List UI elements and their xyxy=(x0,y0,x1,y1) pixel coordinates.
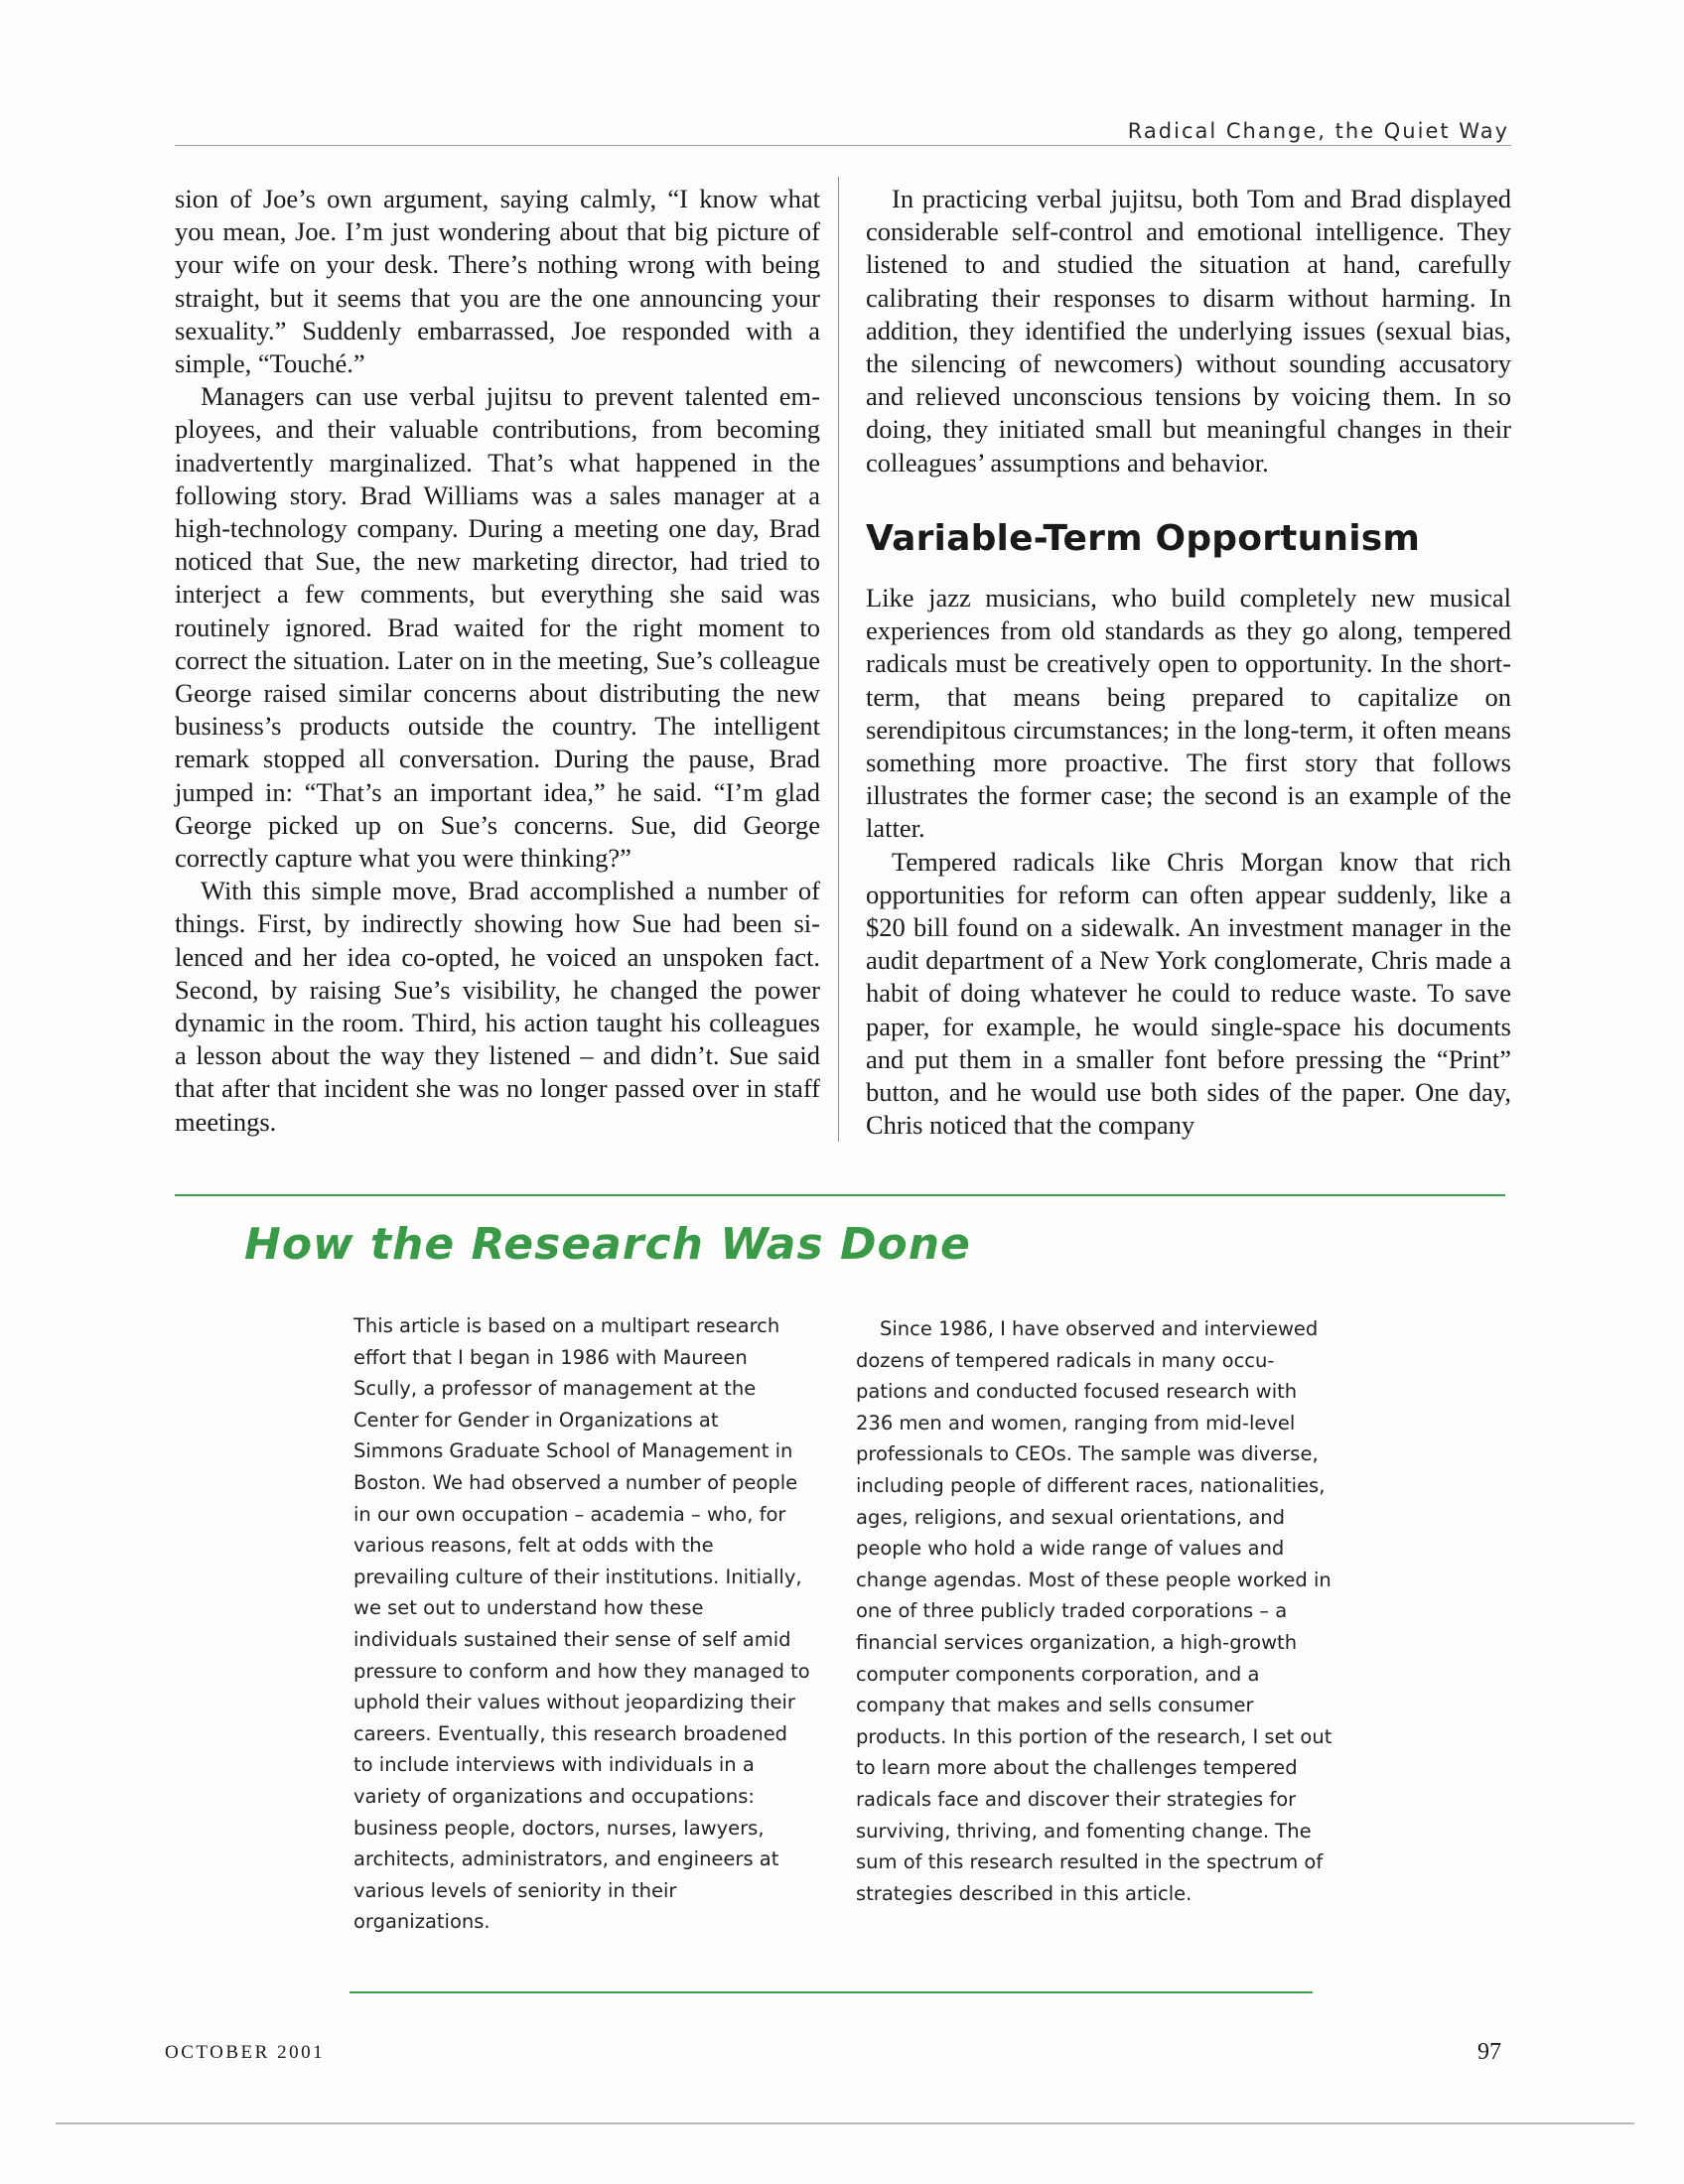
right-column-intro xyxy=(866,183,1511,479)
paragraph: Managers can use verbal jujitsu to prevent talented employees, and their valuable contributions, from becoming inadvertently marginalized. That’s what happened in the following story. Brad Williams was a sales manager at a high-technology company. During a meeting one day, Brad noticed that Sue, the new marketing director, had tried to interject a few comments, but everything she said was routinely ignored. Brad waited for the right moment to correct the situation. Later on in the meeting, Sue’s colleague George raised similar concerns about distributing the new business’s products outside the country. The intelligent remark stopped all conversation. During the pause, Brad jumped in: “That’s an important idea,” he said. “I’m glad George picked up on Sue’s concerns. Sue, did George correctly capture what you were thinking?” xyxy=(175,381,820,874)
sidebar-bottom-rule xyxy=(350,1991,1313,1993)
sidebar-right-column xyxy=(856,1313,1333,1909)
sidebar-title: How the Research Was Done xyxy=(244,1219,971,1270)
sidebar-top-rule xyxy=(175,1194,1505,1196)
left-column xyxy=(175,183,820,1139)
paragraph: Tempered radicals like Chris Morgan know that rich opportunities for reform can often appear suddenly, like a $20 bill found on a sidewalk. An investment manager in the audit department of a New York conglomerate, Chris made a habit of doing whatever he could to reduce waste. To save paper, for example, he would single-space his documents and put them in a smaller font before pressing the “Print” button, and he would use both sides of the paper. One day, Chris noticed that the company xyxy=(866,846,1511,1141)
footer-issue-date: OCTOBER 2001 xyxy=(165,2042,326,2063)
column-divider xyxy=(838,177,839,1142)
sidebar-left-column xyxy=(353,1310,810,1938)
section-heading: Variable-Term Opportunism xyxy=(866,518,1421,559)
sidebar-paragraph: This article is based on a multipart research effort that I began in 1986 with Maureen Scully, a professor of management at the Center for Gender in Organizations at Simmons Graduate School of Management in Boston. We had observed a number of people in our own occupation – academia – who, for various reasons, felt at odds with the prevailing culture of their institutions. Initially, we set out to understand how these individuals sustained their sense of self amid pressure to conform and how they managed to uphold their values without jeopardizing their careers. Eventually, this research broadened to include interviews with individuals in a variety of organizations and occupations: business people, doctors, nurses, lawyers, architects, administrators, and engineers at various levels of seniority in their organizations. xyxy=(353,1314,810,1934)
right-column-section xyxy=(866,582,1511,1142)
paragraph: In practicing verbal jujitsu, both Tom and Brad displayed considerable self-control and emotional intelligence. They listened to and studied the situation at hand, carefully calibrating their responses to disarm without harming. In addition, they identified the underlying issues (sexual bias, the silencing of newcomers) without sounding accusatory and relieved unconscious tensions by voicing them. In so doing, they initiated small but meaningful changes in their colleagues’ assumptions and behavior. xyxy=(866,184,1511,478)
scan-edge-line xyxy=(56,2122,1634,2124)
running-head: Radical Change, the Quiet Way xyxy=(1127,119,1509,143)
paragraph: sion of Joe’s own argument, saying calmly, “I know what you mean, Joe. I’m just wondering about that big picture of your wife on your desk. There’s nothing wrong with being straight, but it seems that you are the one announcing your sexuality.” Suddenly embarrassed, Joe responded with a simple, “Touché.” xyxy=(175,184,820,379)
header-rule xyxy=(175,145,1511,146)
page-number: 97 xyxy=(1477,2039,1501,2065)
sidebar-paragraph: Since 1986, I have observed and interviewed dozens of tempered radicals in many occupations and conducted focused research with 236 men and women, ranging from mid-level professionals to CEOs. The sample was diverse, including people of different races, nationalities, ages, religions, and sexual orientations, and people who hold a wide range of values and change agendas. Most of these people worked in one of three publicly traded corporations – a financial services organization, a high-growth computer components corporation, and a company that makes and sells consumer products. In this portion of the research, I set out to learn more about the challenges tempered radicals face and discover their strategies for surviving, thriving, and fomenting change. The sum of this research resulted in the spectrum of strategies described in this article. xyxy=(856,1317,1333,1905)
paragraph: With this simple move, Brad accomplished a number of things. First, by indirectly showing how Sue had been silenced and her idea co-opted, he voiced an unspoken fact. Second, by raising Sue’s visibility, he changed the power dynamic in the room. Third, his action taught his colleagues a lesson about the way they listened – and didn’t. Sue said that after that incident she was no longer passed over in staff meetings. xyxy=(175,876,820,1137)
paragraph: Like jazz musicians, who build completely new musical experiences from old standards as they go along, tempered radicals must be creatively open to opportunity. In the short-term, that means being prepared to capitalize on serendipitous circumstances; in the long-term, it often means something more proactive. The first story that follows illustrates the former case; the second is an example of the latter. xyxy=(866,583,1511,844)
